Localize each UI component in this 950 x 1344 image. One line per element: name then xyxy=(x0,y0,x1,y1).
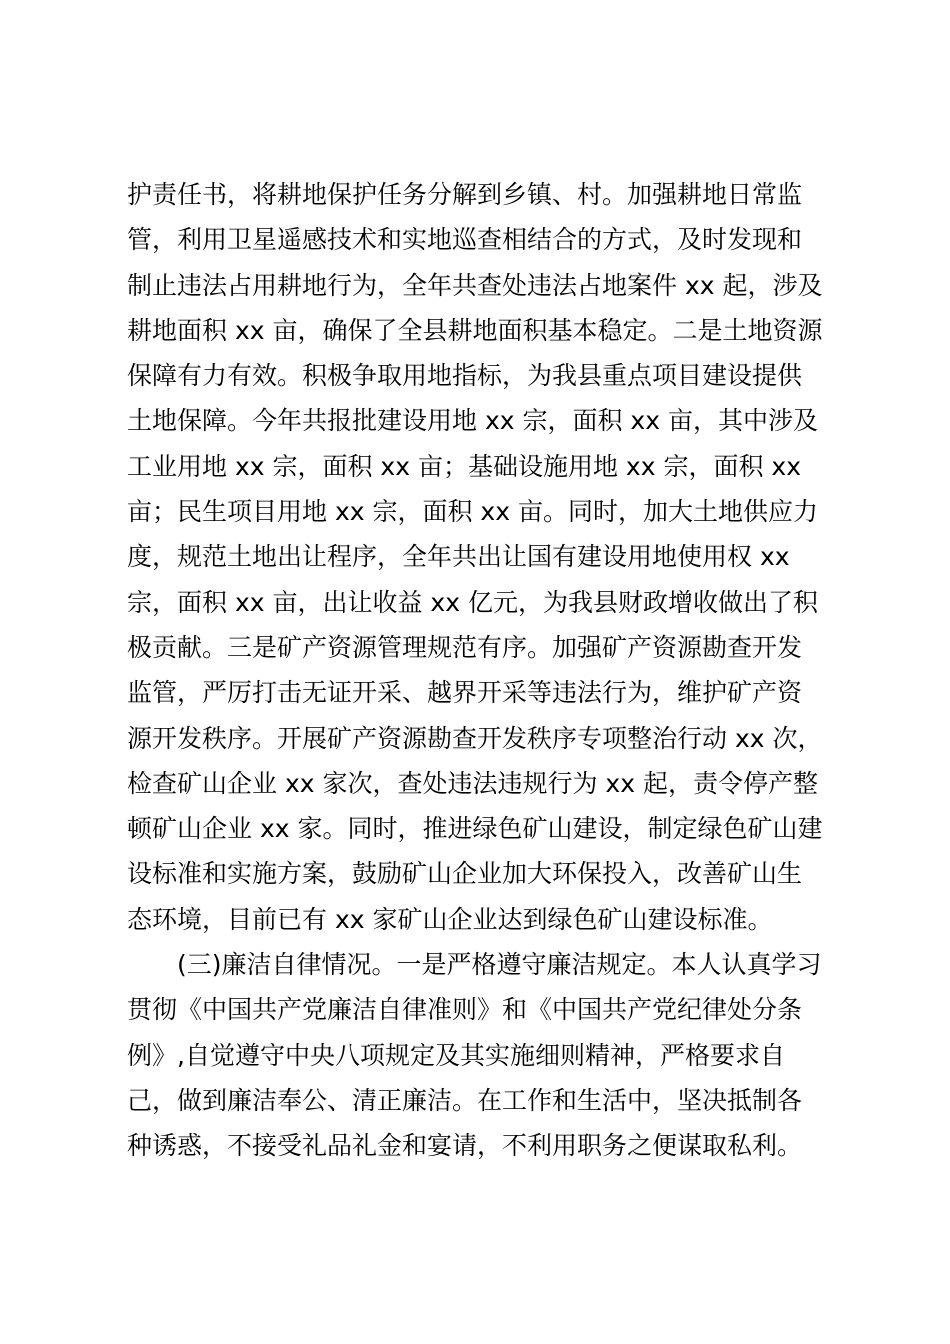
text-line: 护责任书，将耕地保护任务分解到乡镇、村。加强耕地日常监 xyxy=(127,180,803,209)
body-text xyxy=(127,172,837,1169)
text-line: 检查矿山企业 xx 家次，查处违法违规行为 xx 起，责令停产整 xyxy=(127,768,818,798)
text-line: 度，规范土地出让程序，全年共出让国有建设用地使用权 xx xyxy=(127,542,790,572)
text-line: 土地保障。今年共报批建设用地 xx 宗，面积 xx 亩，其中涉及 xyxy=(127,406,818,436)
text-line: 极贡献。三是矿产资源管理规范有序。加强矿产资源勘查开发 xyxy=(127,632,803,662)
text-line: 种诱惑，不接受礼品礼金和宴请，不利用职务之便谋取私利。 xyxy=(127,1131,803,1161)
text-line: 顿矿山企业 xx 家。同时，推进绿色矿山建设，制定绿色矿山建 xyxy=(127,814,823,844)
text-line: 己，做到廉洁奉公、清正廉洁。在工作和生活中，坚决抵制各 xyxy=(127,1085,803,1115)
text-line: 管，利用卫星遥感技术和实地巡查相结合的方式，及时发现和 xyxy=(127,225,803,255)
text-line: 设标准和实施方案，鼓励矿山企业加大环保投入，改善矿山生 xyxy=(127,859,803,889)
text-line: 态环境，目前已有 xx 家矿山企业达到绿色矿山建设标准。 xyxy=(127,904,773,934)
text-line: 工业用地 xx 宗，面积 xx 亩；基础设施用地 xx 宗，面积 xx xyxy=(127,451,801,481)
text-line: 耕地面积 xx 亩，确保了全县耕地面积基本稳定。二是土地资源 xyxy=(127,315,823,345)
text-line: 宗，面积 xx 亩，出让收益 xx 亿元，为我县财政增收做出了积 xyxy=(127,587,818,617)
text-line: 贯彻《中国共产党廉洁自律准则》和《中国共产党纪律处分条 xyxy=(127,995,803,1025)
text-line: 例》,自觉遵守中央八项规定及其实施细则精神，严格要求自 xyxy=(127,1040,785,1070)
section-heading-line: (三)廉洁自律情况。一是严格遵守廉洁规定。本人认真学习 xyxy=(127,950,822,980)
text-line: 制止违法占用耕地行为，全年共查处违法占地案件 xx 起，涉及 xyxy=(127,270,823,300)
text-line: 亩；民生项目用地 xx 宗，面积 xx 亩。同时，加大土地供应力 xyxy=(127,497,818,527)
text-line: 监管，严厉打击无证开采、越界开采等违法行为，维护矿产资 xyxy=(127,678,803,708)
text-line: 保障有力有效。积极争取用地指标，为我县重点项目建设提供 xyxy=(127,361,803,391)
text-line: 源开发秩序。开展矿产资源勘查开发秩序专项整治行动 xx 次， xyxy=(127,723,823,753)
